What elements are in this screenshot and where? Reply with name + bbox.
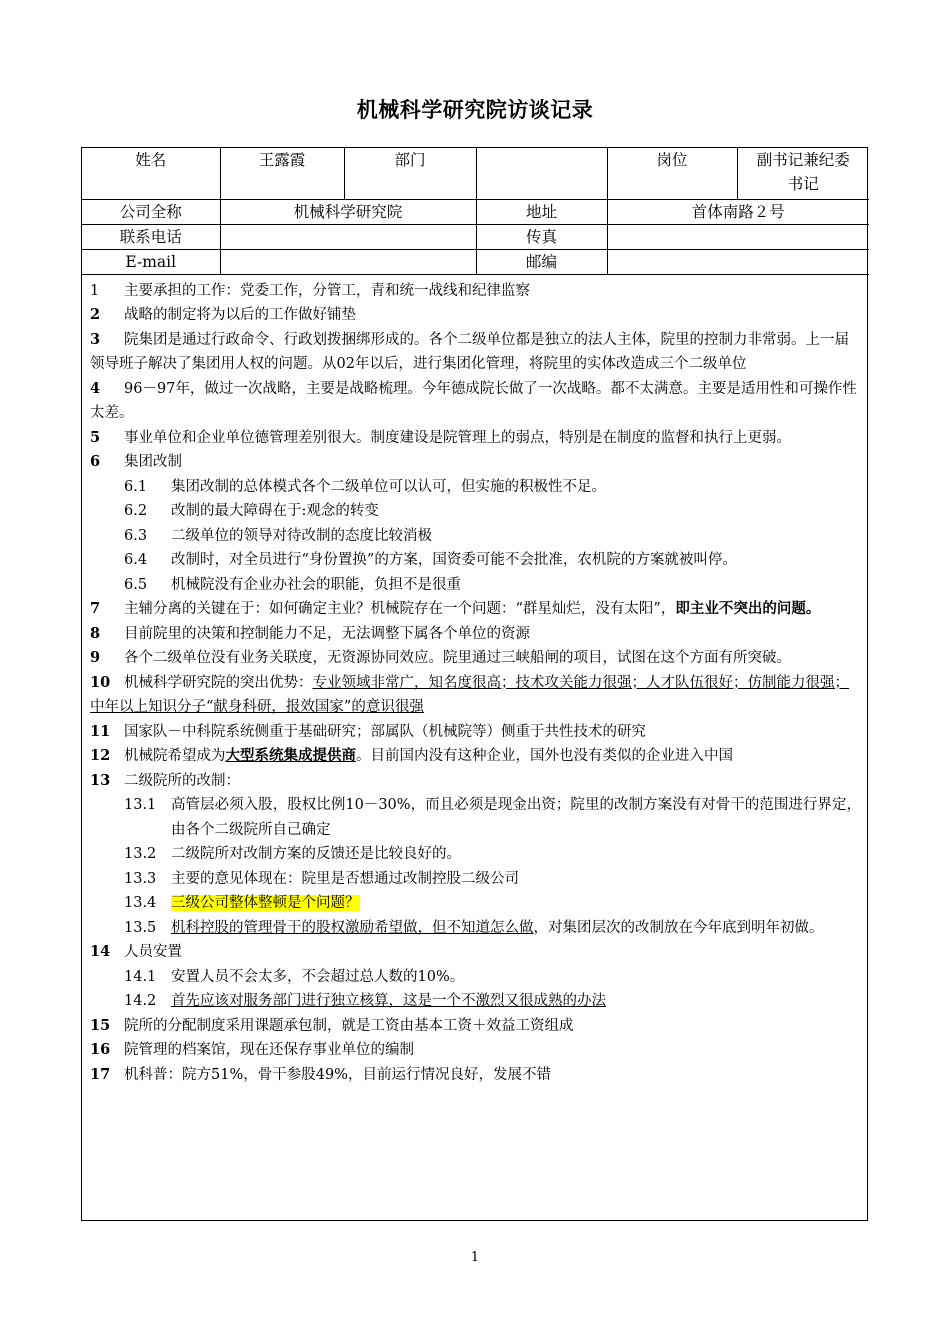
address-label: 地址 — [476, 199, 607, 224]
list-item — [90, 328, 861, 377]
page-title: 机械科学研究院访谈记录 — [356, 98, 594, 122]
name-label: 姓名 — [82, 148, 220, 199]
item-text: 机械院希望成为 — [124, 748, 226, 764]
phone-value — [220, 224, 476, 249]
sub-item-text: 主要的意见体现在：院里是否想通过改制控股二级公司 — [171, 870, 519, 887]
sub-item — [90, 548, 861, 573]
sub-item — [90, 573, 861, 598]
sub-item — [90, 867, 861, 892]
item-number: 5 — [90, 428, 101, 446]
sub-item-number: 6.4 — [124, 552, 148, 568]
list-item — [90, 303, 861, 328]
sub-item — [90, 842, 861, 867]
interview-table — [81, 147, 868, 1221]
sub-item-text: ，对集团层次的改制放在今年底到明年初做。 — [533, 919, 824, 936]
list-item — [90, 279, 861, 304]
sub-item — [90, 965, 861, 990]
zip-value — [607, 249, 869, 274]
list-item — [90, 646, 861, 671]
item-number: 3 — [90, 330, 101, 348]
item-number: 2 — [90, 306, 101, 323]
sub-item — [90, 499, 861, 524]
item-text: 目前院里的决策和控制能力不足，无法调整下属各个单位的资源 — [124, 625, 530, 642]
post-value: 副书记兼纪委书记 — [737, 148, 869, 199]
highlighted-text: 三级公司整体整顿是个问题？ — [171, 895, 360, 911]
email-label: E-mail — [82, 249, 220, 274]
sub-item-text: 改制时，对全员进行“身份置换”的方案，国资委可能不会批准，农机院的方案就被叫停。 — [171, 552, 737, 568]
item-number: 15 — [90, 1016, 111, 1034]
sub-item — [90, 524, 861, 549]
item-text: 国家队－中科院系统侧重于基础研究；部属队（机械院等）侧重于共性技术的研究 — [124, 723, 646, 740]
email-value — [220, 249, 476, 274]
item-text: 主辅分离的关键在于：如何确定主业？机械院存在一个问题：“群星灿烂，没有太阳”， — [124, 601, 676, 617]
item-text: 集团改制 — [124, 454, 182, 470]
list-item — [90, 597, 861, 622]
item-emphasis: 即主业不突出的问题。 — [675, 600, 821, 617]
sub-item-text: 二级院所对改制方案的反馈还是比较良好的。 — [171, 846, 461, 862]
item-text: 院管理的档案馆，现在还保存事业单位的编制 — [124, 1042, 414, 1058]
sub-item-text: 高管层必须入股，股权比例10－30%，而且必须是现金出资；院里的改制方案没有对骨干的范围进行界定，由各个二级院所自己确定 — [171, 797, 861, 838]
item-number: 17 — [90, 1065, 111, 1083]
list-item — [90, 377, 861, 426]
company-value: 机械科学研究院 — [220, 199, 476, 224]
item-number: 14 — [90, 943, 111, 960]
fax-label: 传真 — [476, 224, 607, 249]
list-item — [90, 769, 861, 794]
sub-item — [90, 793, 861, 842]
item-text: 事业单位和企业单位德管理差别很大。制度建设是院管理上的弱点，特别是在制度的监督和执行上更弱。 — [124, 429, 791, 446]
sub-item-number: 14.2 — [124, 993, 157, 1009]
list-item — [90, 744, 861, 769]
sub-item-number: 6.2 — [124, 503, 148, 519]
item-text: 院所的分配制度采用课题承包制，就是工资由基本工资＋效益工资组成 — [124, 1017, 574, 1034]
zip-label: 邮编 — [476, 249, 607, 274]
item-number: 11 — [90, 722, 111, 740]
company-label: 公司全称 — [82, 199, 220, 224]
name-value: 王露霞 — [220, 148, 344, 199]
post-label: 岗位 — [607, 148, 737, 199]
item-number: 12 — [90, 747, 111, 764]
item-number: 10 — [90, 673, 111, 691]
list-item — [90, 1038, 861, 1063]
item-text: 战略的制定将为以后的工作做好铺垫 — [124, 307, 356, 323]
list-item — [90, 1014, 861, 1039]
item-number: 4 — [90, 379, 101, 397]
list-item — [90, 426, 861, 451]
sub-item-text: 安置人员不会太多，不会超过总人数的10%。 — [171, 968, 465, 985]
item-text: 96－97年，做过一次战略，主要是战略梳理。今年德成院长做了一次战略。都不太满意。主要是适用性和可操作性太差。 — [90, 380, 857, 421]
sub-item-text: 二级单位的领导对待改制的态度比较消极 — [171, 527, 432, 544]
info-table — [82, 148, 869, 275]
fax-value — [607, 224, 869, 249]
item-underlined: 机科控股的管理骨干的股权激励希望做，但不知道怎么做 — [171, 919, 534, 936]
list-item — [90, 671, 861, 720]
list-item — [90, 1063, 861, 1088]
list-item — [90, 450, 861, 475]
item-number: 9 — [90, 649, 101, 666]
sub-item-number: 6.1 — [124, 478, 148, 495]
sub-item-number: 13.3 — [124, 870, 157, 887]
sub-item-text: 机械院没有企业办社会的职能，负担不是很重 — [171, 576, 461, 593]
sub-item-number: 14.1 — [124, 968, 157, 985]
list-item — [90, 622, 861, 647]
item-text: 机械科学研究院的突出优势： — [124, 674, 313, 691]
item-number: 13 — [90, 771, 111, 789]
sub-item-number: 6.3 — [124, 527, 148, 544]
sub-item — [90, 916, 861, 941]
sub-item — [90, 989, 861, 1014]
dept-value — [476, 148, 607, 199]
sub-item-number: 13.5 — [124, 919, 157, 936]
item-number: 6 — [90, 453, 101, 470]
item-number: 7 — [90, 600, 101, 617]
item-emphasis: 大型系统集成提供商 — [225, 747, 356, 764]
sub-item-number: 6.5 — [124, 576, 148, 593]
list-item — [90, 940, 861, 965]
item-underlined: 首先应该对服务部门进行独立核算，这是一个不激烈又很成熟的办法 — [171, 993, 606, 1009]
sub-item-number: 13.2 — [124, 846, 157, 862]
sub-item-text: 集团改制的总体模式各个二级单位可以认可，但实施的积极性不足。 — [171, 478, 606, 495]
address-value: 首体南路２号 — [607, 199, 869, 224]
item-underlined: 专业领域非常广，知名度很高；技术攻关能力很强；人才队伍很好；仿制能力很强；中年以上知识分子“献身科研，报效国家”的意识很强 — [90, 674, 849, 715]
sub-item-text: 改制的最大障碍在于:观念的转变 — [171, 503, 379, 519]
item-text: 主要承担的工作：党委工作，分管工，青和统一战线和纪律监察 — [124, 282, 530, 299]
item-text-tail: 。目前国内没有这种企业，国外也没有类似的企业进入中国 — [356, 748, 733, 764]
item-number: 1 — [90, 282, 100, 299]
item-number: 8 — [90, 624, 101, 642]
item-number: 16 — [90, 1041, 111, 1058]
sub-item — [90, 475, 861, 500]
item-text: 院集团是通过行政命令、行政划拨捆绑形成的。各个二级单位都是独立的法人主体，院里的控制力非常弱。上一届领导班子解决了集团用人权的问题。从02年以后，进行集团化管理，将院里的实体改造成三个二级单位 — [90, 331, 849, 372]
item-text: 人员安置 — [124, 944, 182, 960]
item-text: 各个二级单位没有业务关联度，无资源协同效应。院里通过三峡船闸的项目，试图在这个方面有所突破。 — [124, 650, 791, 666]
phone-label: 联系电话 — [82, 224, 220, 249]
sub-item-number: 13.1 — [124, 797, 157, 813]
sub-item — [90, 891, 861, 916]
page-number: 1 — [470, 1250, 480, 1265]
item-text: 二级院所的改制： — [124, 772, 240, 789]
interview-notes — [82, 275, 867, 1088]
item-text: 机科普：院方51%，骨干参股49%，目前运行情况良好，发展不错 — [124, 1066, 551, 1083]
dept-label: 部门 — [344, 148, 476, 199]
list-item — [90, 720, 861, 745]
sub-item-number: 13.4 — [124, 895, 157, 911]
